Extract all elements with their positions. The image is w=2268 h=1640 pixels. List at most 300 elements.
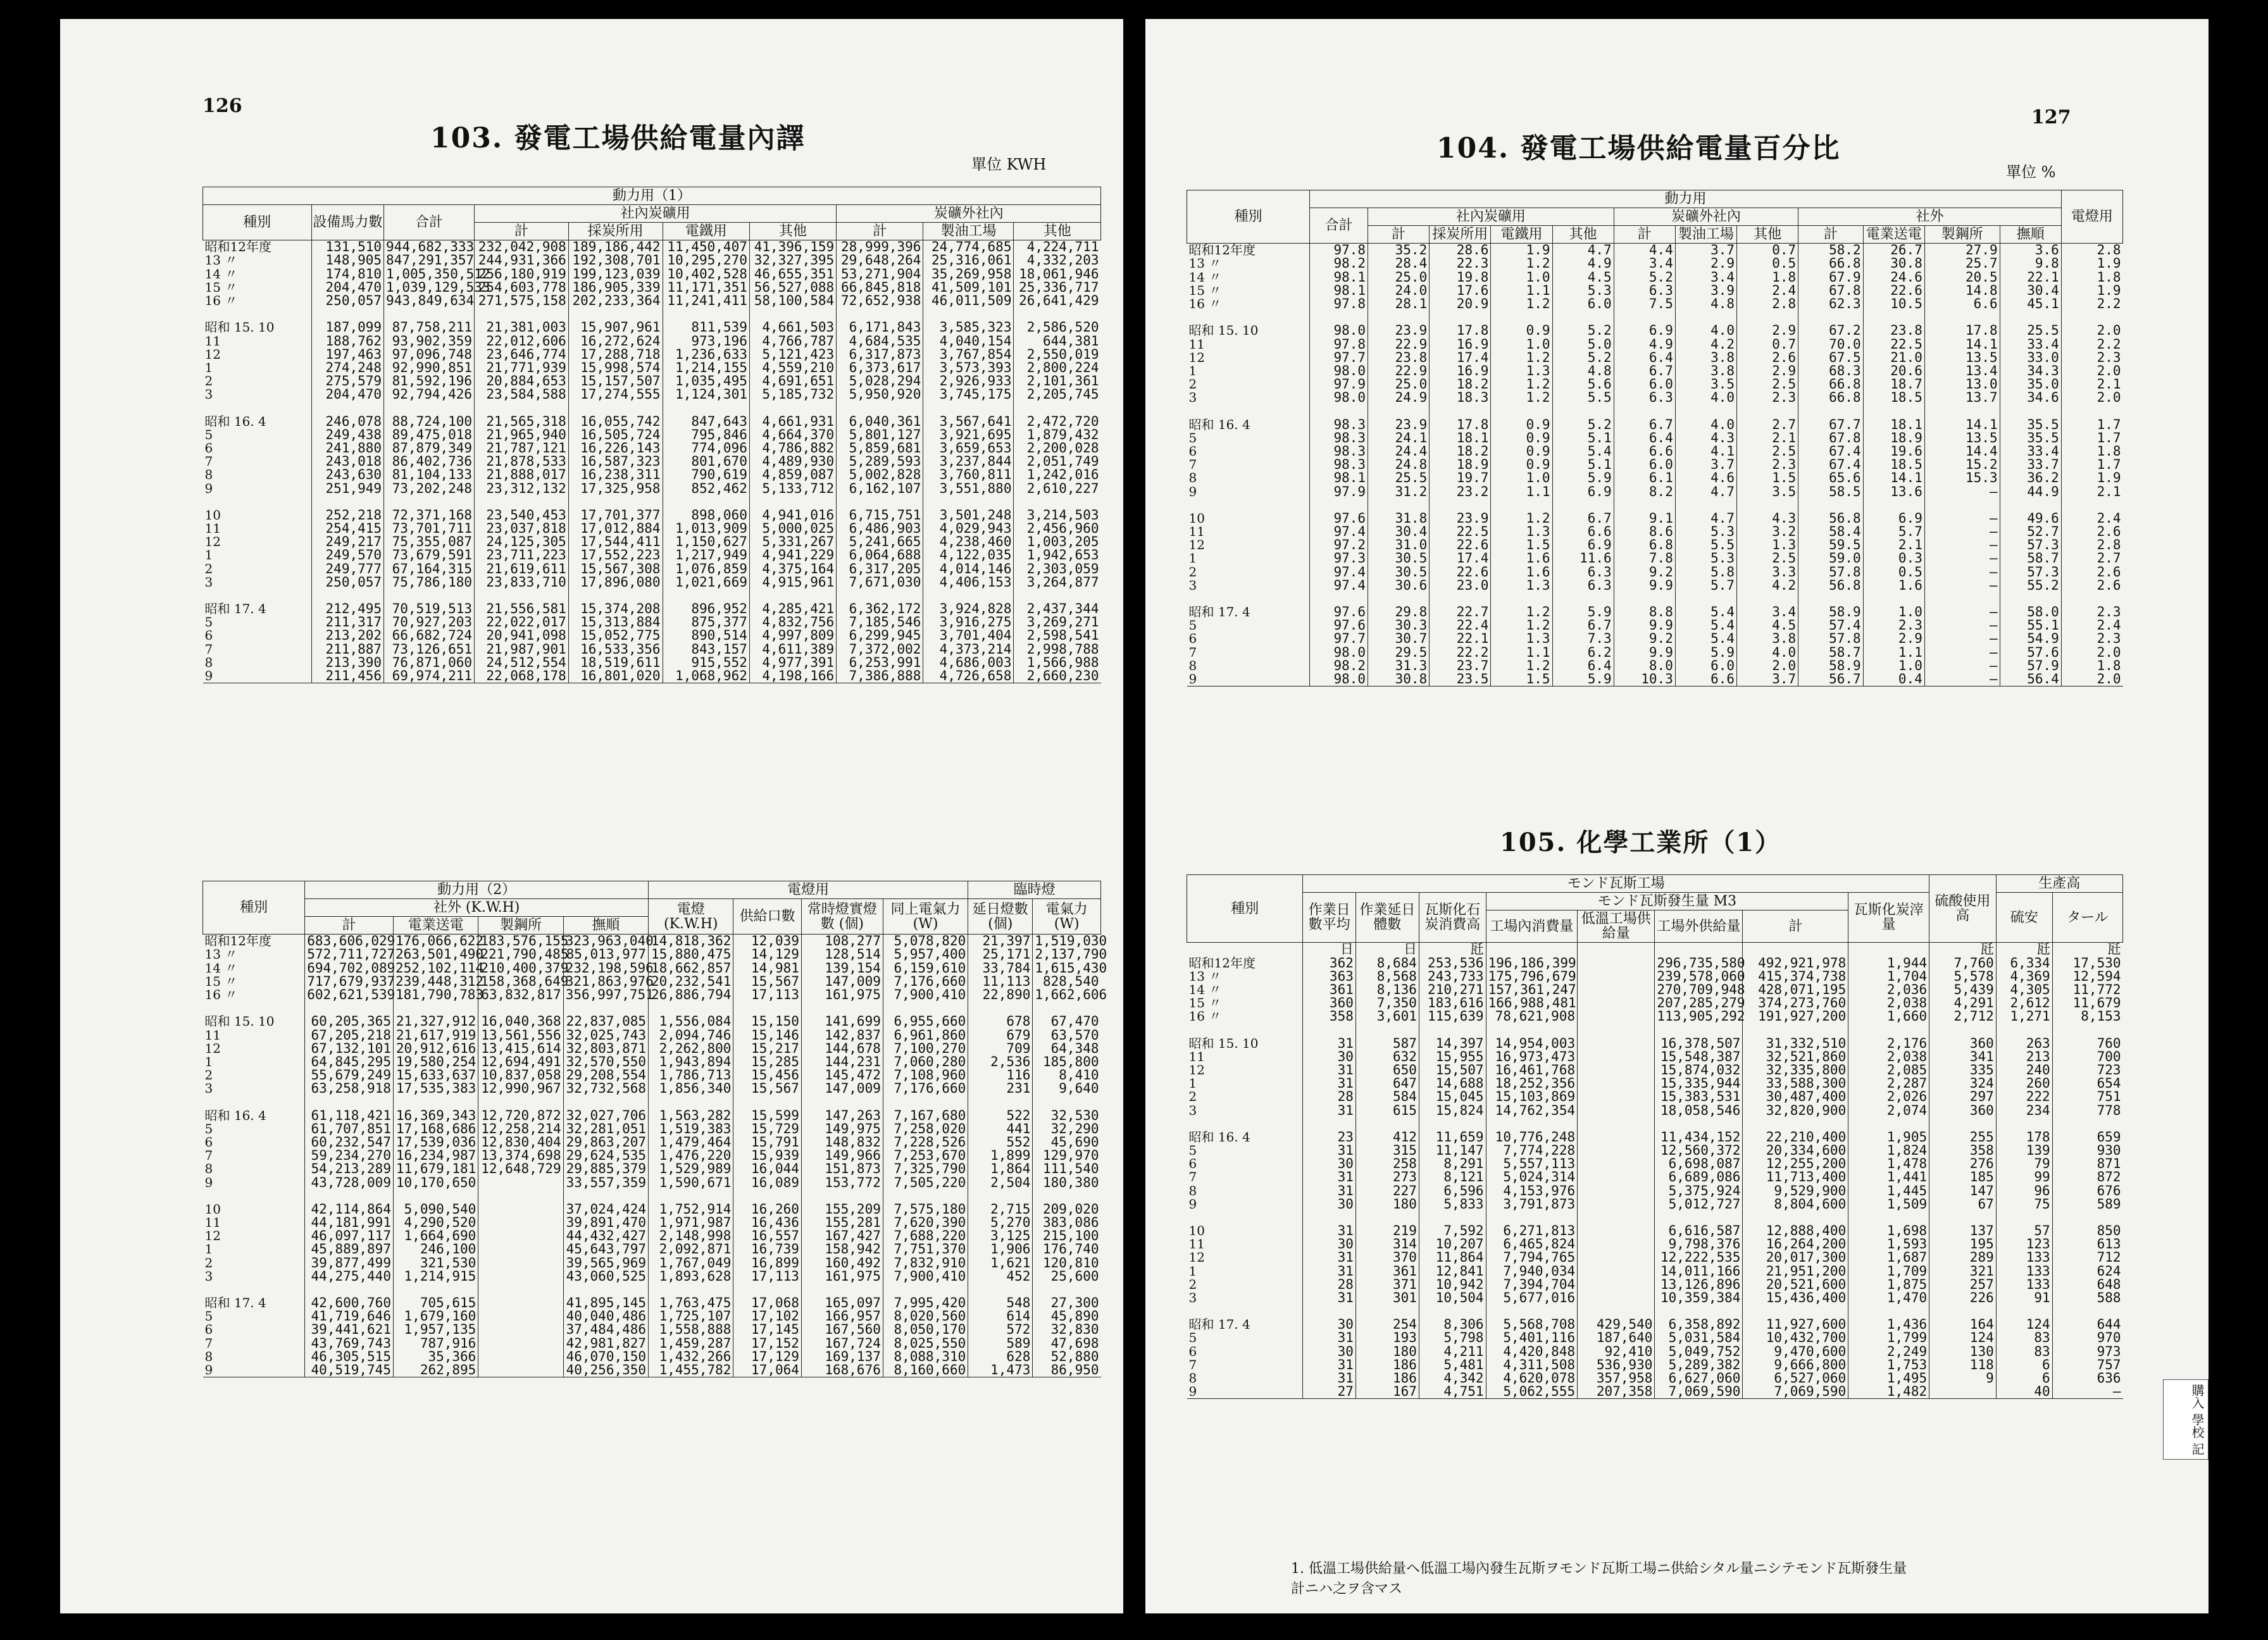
table-cell: [1491, 592, 1552, 606]
table-row: [203, 1364, 1101, 1377]
table-cell: 22,022,017: [475, 616, 569, 629]
inner-group-header: 社內炭礦用: [1368, 208, 1614, 226]
table-cell: 9: [1929, 1372, 1997, 1385]
table-cell: 801,670: [663, 455, 749, 468]
table-row: [203, 602, 1101, 616]
table-cell: 289: [1929, 1251, 1997, 1264]
table-cell: [1675, 592, 1736, 606]
table-cell: 11,659: [1419, 1131, 1486, 1144]
table-cell: 98.0: [1310, 391, 1368, 404]
row-label: 7: [1188, 1357, 1197, 1372]
table-cell: 66.8: [1798, 391, 1864, 404]
table-cell: 872: [2052, 1171, 2122, 1184]
table-cell: 5,331,267: [749, 535, 836, 549]
table-cell: 1,479,464: [649, 1136, 733, 1149]
table-cell: 144,231: [801, 1055, 883, 1069]
table-row: [1187, 1037, 2123, 1050]
table-row: [1187, 1024, 2123, 1037]
row-label: [1187, 1024, 1303, 1037]
table-cell: 3,567,641: [923, 415, 1014, 428]
table-cell: 27: [1303, 1385, 1355, 1399]
table-cell: 1,519,383: [649, 1122, 733, 1136]
table-cell: 193: [1355, 1331, 1419, 1345]
table-cell: 2,038: [1848, 997, 1929, 1010]
table-cell: 96: [1996, 1184, 2052, 1198]
table-cell: 32,521,860: [1743, 1050, 1848, 1064]
table-cell: [478, 1190, 563, 1203]
table-row: [1187, 632, 2123, 645]
table-cell: 67.7: [1798, 418, 1864, 432]
table-cell: 588: [2052, 1291, 2122, 1305]
table-row: [203, 1270, 1101, 1283]
table-cell: [1303, 1305, 1355, 1318]
table-cell: 32,025,743: [563, 1029, 648, 1042]
table-cell: [1737, 592, 1798, 606]
table-cell: 32,732,568: [563, 1082, 648, 1095]
table-cell: 3,745,175: [923, 388, 1014, 401]
table-row: [1187, 1010, 2123, 1023]
table-cell: 811,539: [663, 321, 749, 334]
table-cell: 158,942: [801, 1243, 883, 1256]
outer-group-header: 炭礦外社內: [1614, 208, 1798, 226]
table-row: [203, 589, 1101, 602]
table-cell: 31: [1303, 1291, 1355, 1305]
table-cell: —: [1924, 673, 2000, 686]
table-cell: 5,568,708: [1486, 1318, 1578, 1331]
table-cell: 35.0: [2000, 378, 2061, 391]
row-label: 2: [204, 373, 213, 389]
table-cell: 57.9: [2000, 659, 2061, 673]
table-cell: 41,396,159: [749, 240, 836, 254]
table-cell: 15,939: [733, 1149, 801, 1162]
table-cell: 1.2: [1491, 391, 1552, 404]
table-cell: 41,509,101: [923, 281, 1014, 294]
table-cell: 1.8: [2061, 659, 2122, 673]
table-cell: 4.5: [1737, 619, 1798, 632]
table-cell: [1929, 1024, 1997, 1037]
table-row: [203, 495, 1101, 509]
table-cell: 70.0: [1798, 338, 1864, 351]
table-cell: 7,185,546: [837, 616, 923, 629]
table-cell: 22.6: [1863, 284, 1924, 297]
table-cell: [1368, 592, 1430, 606]
table-cell: 492,921,978: [1743, 957, 1848, 970]
table-cell: —: [1924, 646, 2000, 659]
table-cell: 301: [1355, 1291, 1419, 1305]
sub-header: 其他: [1014, 223, 1101, 240]
row-label: 9: [1188, 671, 1197, 686]
table-cell: 650: [1355, 1064, 1419, 1077]
table-cell: 4,686,003: [923, 656, 1014, 669]
row-label: 1: [204, 1053, 213, 1069]
table-cell: 2,287: [1848, 1077, 1929, 1090]
table-cell: 27,300: [1033, 1296, 1101, 1310]
table-cell: 7,394,704: [1486, 1278, 1578, 1291]
table-cell: 323,963,040: [563, 935, 648, 948]
table-cell: —: [1924, 538, 2000, 552]
table-cell: 624: [2052, 1265, 2122, 1278]
table-cell: 15,548,387: [1655, 1050, 1743, 1064]
table-cell: 13.4: [1924, 364, 2000, 378]
table-cell: 12,222,535: [1655, 1251, 1743, 1264]
table-chemical: [1187, 874, 2123, 1399]
table-cell: 6: [1996, 1358, 2052, 1372]
row-label: 7: [1188, 457, 1197, 473]
table-cell: 5,375,924: [1655, 1184, 1743, 1198]
table-cell: 16,461,768: [1486, 1064, 1578, 1077]
table-cell: 5,062,555: [1486, 1385, 1578, 1399]
table-cell: 16,587,323: [568, 455, 663, 468]
table-cell: 3,924,828: [923, 602, 1014, 616]
table-cell: 92,410: [1578, 1345, 1655, 1358]
table-row: [1187, 1278, 2123, 1291]
table-cell: 29.8: [1368, 606, 1430, 619]
table-cell: 360: [1929, 1037, 1997, 1050]
table-cell: 24.0: [1368, 284, 1430, 297]
table-cell: 760: [2052, 1037, 2122, 1050]
table-cell: 24.8: [1368, 458, 1430, 471]
table-cell: 27.9: [1924, 244, 2000, 258]
table-cell: 1,470: [1848, 1291, 1929, 1305]
table-cell: 2.6: [2061, 566, 2122, 579]
table-row: [1187, 284, 2123, 297]
table-cell: 58.5: [1798, 485, 1864, 499]
table-cell: [478, 1270, 563, 1283]
table-row: [203, 348, 1101, 361]
table-cell: 17,145: [733, 1323, 801, 1336]
table-row: [1187, 1131, 2123, 1144]
table-cell: 6,698,087: [1655, 1157, 1743, 1171]
table-cell: 185,800: [1033, 1055, 1101, 1069]
table-cell: [2052, 1024, 2122, 1037]
table-cell: 7,350: [1355, 997, 1419, 1010]
table-cell: 2,249: [1848, 1345, 1929, 1358]
table-cell: 5,133,712: [749, 482, 836, 495]
table-cell: 5,049,752: [1655, 1345, 1743, 1358]
row-label: 6: [1188, 1156, 1197, 1172]
table-cell: 8.6: [1614, 525, 1675, 538]
row-label: 5: [204, 426, 213, 442]
table-cell: 98.0: [1310, 364, 1368, 378]
table-cell: 2.0: [2061, 646, 2122, 659]
table-cell: —: [1924, 619, 2000, 632]
table-cell: —: [1924, 566, 2000, 579]
table-cell: 15,146: [733, 1029, 801, 1042]
table-cell: 4,661,503: [749, 321, 836, 334]
table-cell: 4,664,370: [749, 428, 836, 442]
table-cell: 28: [1303, 1090, 1355, 1103]
unit-cell: 日: [1355, 943, 1419, 957]
table-cell: 21,951,200: [1743, 1265, 1848, 1278]
table-cell: [923, 589, 1014, 602]
table-cell: 73,202,248: [384, 482, 475, 495]
table-cell: 58.2: [1798, 244, 1864, 258]
table-cell: 28.6: [1430, 244, 1491, 258]
table-cell: 7,069,590: [1743, 1385, 1848, 1399]
table-cell: 11,171,351: [663, 281, 749, 294]
table-cell: 3.7: [1737, 673, 1798, 686]
table-row: [203, 455, 1101, 468]
table-cell: 260: [1996, 1077, 2052, 1090]
table-cell: [1578, 957, 1655, 970]
table-cell: 10,295,270: [663, 254, 749, 267]
table-cell: 17.8: [1430, 418, 1491, 432]
table-cell: 9.9: [1614, 579, 1675, 592]
table-cell: 3,659,653: [923, 442, 1014, 455]
table-cell: 15.2: [1924, 458, 2000, 471]
table-cell: 25,336,717: [1014, 281, 1101, 294]
row-label: 2: [204, 561, 213, 576]
table-cell: [2061, 405, 2122, 418]
table-cell: 166,988,481: [1486, 997, 1578, 1010]
table-cell: 189,186,442: [568, 240, 663, 254]
table-cell: 5,241,665: [837, 535, 923, 549]
table-cell: —: [1924, 606, 2000, 619]
table-cell: 615: [1355, 1104, 1419, 1117]
table-cell: 15,285: [733, 1055, 801, 1069]
table-cell: [1798, 499, 1864, 512]
table-cell: 5,185,732: [749, 388, 836, 401]
table-cell: 54,213,289: [305, 1162, 394, 1176]
table-cell: [384, 308, 475, 321]
table-cell: 2.3: [1737, 391, 1798, 404]
table-cell: 183,616: [1419, 997, 1486, 1010]
table-cell: 232,042,908: [475, 240, 569, 254]
table-cell: 17.8: [1924, 324, 2000, 337]
table-cell: 296,735,580: [1655, 957, 1743, 970]
table-cell: 1,563,282: [649, 1109, 733, 1122]
table-cell: 15,052,775: [568, 629, 663, 642]
table-cell: [1996, 1211, 2052, 1224]
table-cell: 192,308,701: [568, 254, 663, 267]
table-cell: [1355, 1305, 1419, 1318]
table-cell: 188,762: [311, 335, 383, 348]
table-cell: 31,332,510: [1743, 1037, 1848, 1050]
table-cell: 8,050,170: [883, 1323, 968, 1336]
table-cell: [568, 589, 663, 602]
table-cell: 246,078: [311, 415, 383, 428]
table-cell: 30: [1303, 1198, 1355, 1211]
row-label: 3: [1188, 1290, 1197, 1306]
table-cell: 2.8: [2061, 244, 2122, 258]
row-label: 7: [204, 1148, 213, 1164]
row-label: 5: [1188, 1330, 1197, 1346]
table-cell: 23: [1303, 1131, 1355, 1144]
table-cell: 18,662,857: [649, 962, 733, 975]
table-cell: 2,051,749: [1014, 455, 1101, 468]
table-cell: 43,728,009: [305, 1176, 394, 1190]
table-cell: 1.2: [1491, 659, 1552, 673]
table-cell: 5,270: [968, 1216, 1033, 1229]
table-cell: 2,715: [968, 1203, 1033, 1216]
table-cell: 15,567: [733, 1082, 801, 1095]
outer-group-header: 炭礦外社內: [837, 205, 1101, 223]
table-cell: 56.4: [2000, 673, 2061, 686]
table-cell: 75: [1996, 1198, 2052, 1211]
table-cell: 169,137: [801, 1350, 883, 1364]
table-cell: 7.8: [1614, 552, 1675, 565]
sub-header: 製油工場: [1675, 226, 1736, 244]
lighting-header: 電燈用: [649, 881, 968, 899]
table-cell: [1929, 1305, 1997, 1318]
table-cell: 795,846: [663, 428, 749, 442]
table-cell: 28.4: [1368, 257, 1430, 270]
row-label: 12: [1188, 537, 1205, 553]
table-cell: 1.2: [1491, 378, 1552, 391]
table-cell: [1303, 1117, 1355, 1131]
sub-header: 其他: [749, 223, 836, 240]
table-cell: 15,217: [733, 1042, 801, 1055]
row-label: [203, 1002, 305, 1015]
table-cell: 15,150: [733, 1015, 801, 1028]
table-cell: 415,374,738: [1743, 970, 1848, 983]
table-cell: 33.7: [2000, 458, 2061, 471]
table-cell: 16.9: [1430, 364, 1491, 378]
row-label: 14 〃: [204, 266, 238, 282]
table-row: [1187, 405, 2123, 418]
table-cell: 1,687: [1848, 1251, 1929, 1264]
table-cell: 717,679,937: [305, 975, 394, 988]
table-cell: 17,552,223: [568, 549, 663, 562]
table-row: [203, 402, 1101, 415]
table-cell: 4,291: [1929, 997, 1997, 1010]
table-cell: 15,507: [1419, 1064, 1486, 1077]
table-cell: 3,264,877: [1014, 576, 1101, 589]
table-cell: 7,774,228: [1486, 1144, 1578, 1157]
table-cell: 22,012,606: [475, 335, 569, 348]
table-cell: 314: [1355, 1238, 1419, 1251]
table-cell: 2,437,344: [1014, 602, 1101, 616]
table-cell: 9,640: [1033, 1082, 1101, 1095]
table-cell: 153,772: [801, 1176, 883, 1190]
table-row: [1187, 552, 2123, 565]
sub-header: 計: [475, 223, 569, 240]
table-cell: 15,374,208: [568, 602, 663, 616]
table-cell: 210,271: [1419, 983, 1486, 997]
table-cell: 12,720,872: [478, 1109, 563, 1122]
row-label: [203, 402, 312, 415]
table-cell: 18.5: [1863, 391, 1924, 404]
table-cell: 2,205,745: [1014, 388, 1101, 401]
table-cell: 239,448,312: [393, 975, 478, 988]
table-cell: 97.8: [1310, 244, 1368, 258]
table-cell: 9.9: [1614, 646, 1675, 659]
table-cell: 22.6: [1430, 566, 1491, 579]
table-cell: 246,100: [393, 1243, 478, 1256]
table-cell: 21,787,121: [475, 442, 569, 455]
table-cell: 589: [2052, 1198, 2122, 1211]
table-row: [203, 268, 1101, 281]
table-cell: [1924, 499, 2000, 512]
table-cell: 4.7: [1675, 512, 1736, 525]
table-cell: 2,536: [968, 1055, 1033, 1069]
table-cell: 4,420,848: [1486, 1345, 1578, 1358]
table-cell: 18,519,611: [568, 656, 663, 669]
table-cell: 6,162,107: [837, 482, 923, 495]
table-cell: 22,890: [968, 988, 1033, 1002]
table-cell: 160,492: [801, 1257, 883, 1270]
table-cell: 1,905: [1848, 1131, 1929, 1144]
table-cell: 30: [1303, 1050, 1355, 1064]
table-cell: [1552, 311, 1614, 324]
table-cell: [649, 1283, 733, 1296]
table-cell: [1310, 499, 1368, 512]
table-cell: 9,470,600: [1743, 1345, 1848, 1358]
table-cell: 2.6: [2061, 579, 2122, 592]
table-cell: 1.1: [1863, 646, 1924, 659]
table-cell: 249,438: [311, 428, 383, 442]
table-cell: 61,707,851: [305, 1122, 394, 1136]
table-cell: 67,205,218: [305, 1029, 394, 1042]
row-label: [1187, 1211, 1303, 1224]
table-row: [1187, 646, 2123, 659]
table-cell: 7,108,960: [883, 1069, 968, 1082]
row-label: 12: [1188, 1062, 1205, 1078]
sulfuric-header: 硫酸使用高: [1929, 875, 1997, 943]
table-cell: 15,567,308: [568, 562, 663, 576]
table-cell: 249,570: [311, 549, 383, 562]
table-row: [1187, 432, 2123, 445]
table-cell: 2,504: [968, 1176, 1033, 1190]
table-cell: 6.7: [1552, 512, 1614, 525]
table-cell: 2,036: [1848, 983, 1929, 997]
table-cell: 67,132,101: [305, 1042, 394, 1055]
row-label: 11: [204, 333, 221, 349]
row-label: 13 〃: [204, 252, 238, 268]
table-cell: 19.6: [1863, 445, 1924, 458]
table-cell: 1,763,475: [649, 1296, 733, 1310]
table-cell: 64,348: [1033, 1042, 1101, 1055]
table-cell: 33.4: [2000, 445, 2061, 458]
table-cell: 2.3: [2061, 632, 2122, 645]
table-cell: 1,150,627: [663, 535, 749, 549]
page-title: 104. 發電工場供給電量百分比: [1436, 132, 1841, 165]
table-cell: [1737, 311, 1798, 324]
table-cell: [1014, 308, 1101, 321]
table-cell: 16,089: [733, 1176, 801, 1190]
table-cell: 1,217,949: [663, 549, 749, 562]
table-cell: 207,285,279: [1655, 997, 1743, 1010]
table-cell: 17,539,036: [393, 1136, 478, 1149]
table-cell: 647: [1355, 1077, 1419, 1090]
table-cell: 147,009: [801, 975, 883, 988]
table-cell: [475, 402, 569, 415]
table-cell: 2.1: [2061, 485, 2122, 499]
table-cell: [1578, 1171, 1655, 1184]
table-row: [203, 1216, 1101, 1229]
row-label: 3: [204, 1268, 213, 1284]
table-cell: 234: [1996, 1104, 2052, 1117]
table-row: [203, 428, 1101, 442]
table-cell: 18.9: [1430, 458, 1491, 471]
row-label: 12: [1188, 349, 1205, 365]
table-cell: 1,432,266: [649, 1350, 733, 1364]
table-cell: [1578, 1184, 1655, 1198]
table-cell: [1578, 997, 1655, 1010]
table-cell: 13,415,614: [478, 1042, 563, 1055]
table-row: [1187, 957, 2123, 970]
table-row: [1187, 970, 2123, 983]
table-cell: 39,891,470: [563, 1216, 648, 1229]
table-cell: [478, 1296, 563, 1310]
table-cell: 1,495: [1848, 1372, 1929, 1385]
table-cell: 28,999,396: [837, 240, 923, 254]
table-cell: 5.9: [1552, 673, 1614, 686]
row-label: 14 〃: [1188, 269, 1222, 285]
table-cell: 16,505,724: [568, 428, 663, 442]
table-cell: 5.8: [1675, 566, 1736, 579]
table-cell: 6,961,860: [883, 1029, 968, 1042]
